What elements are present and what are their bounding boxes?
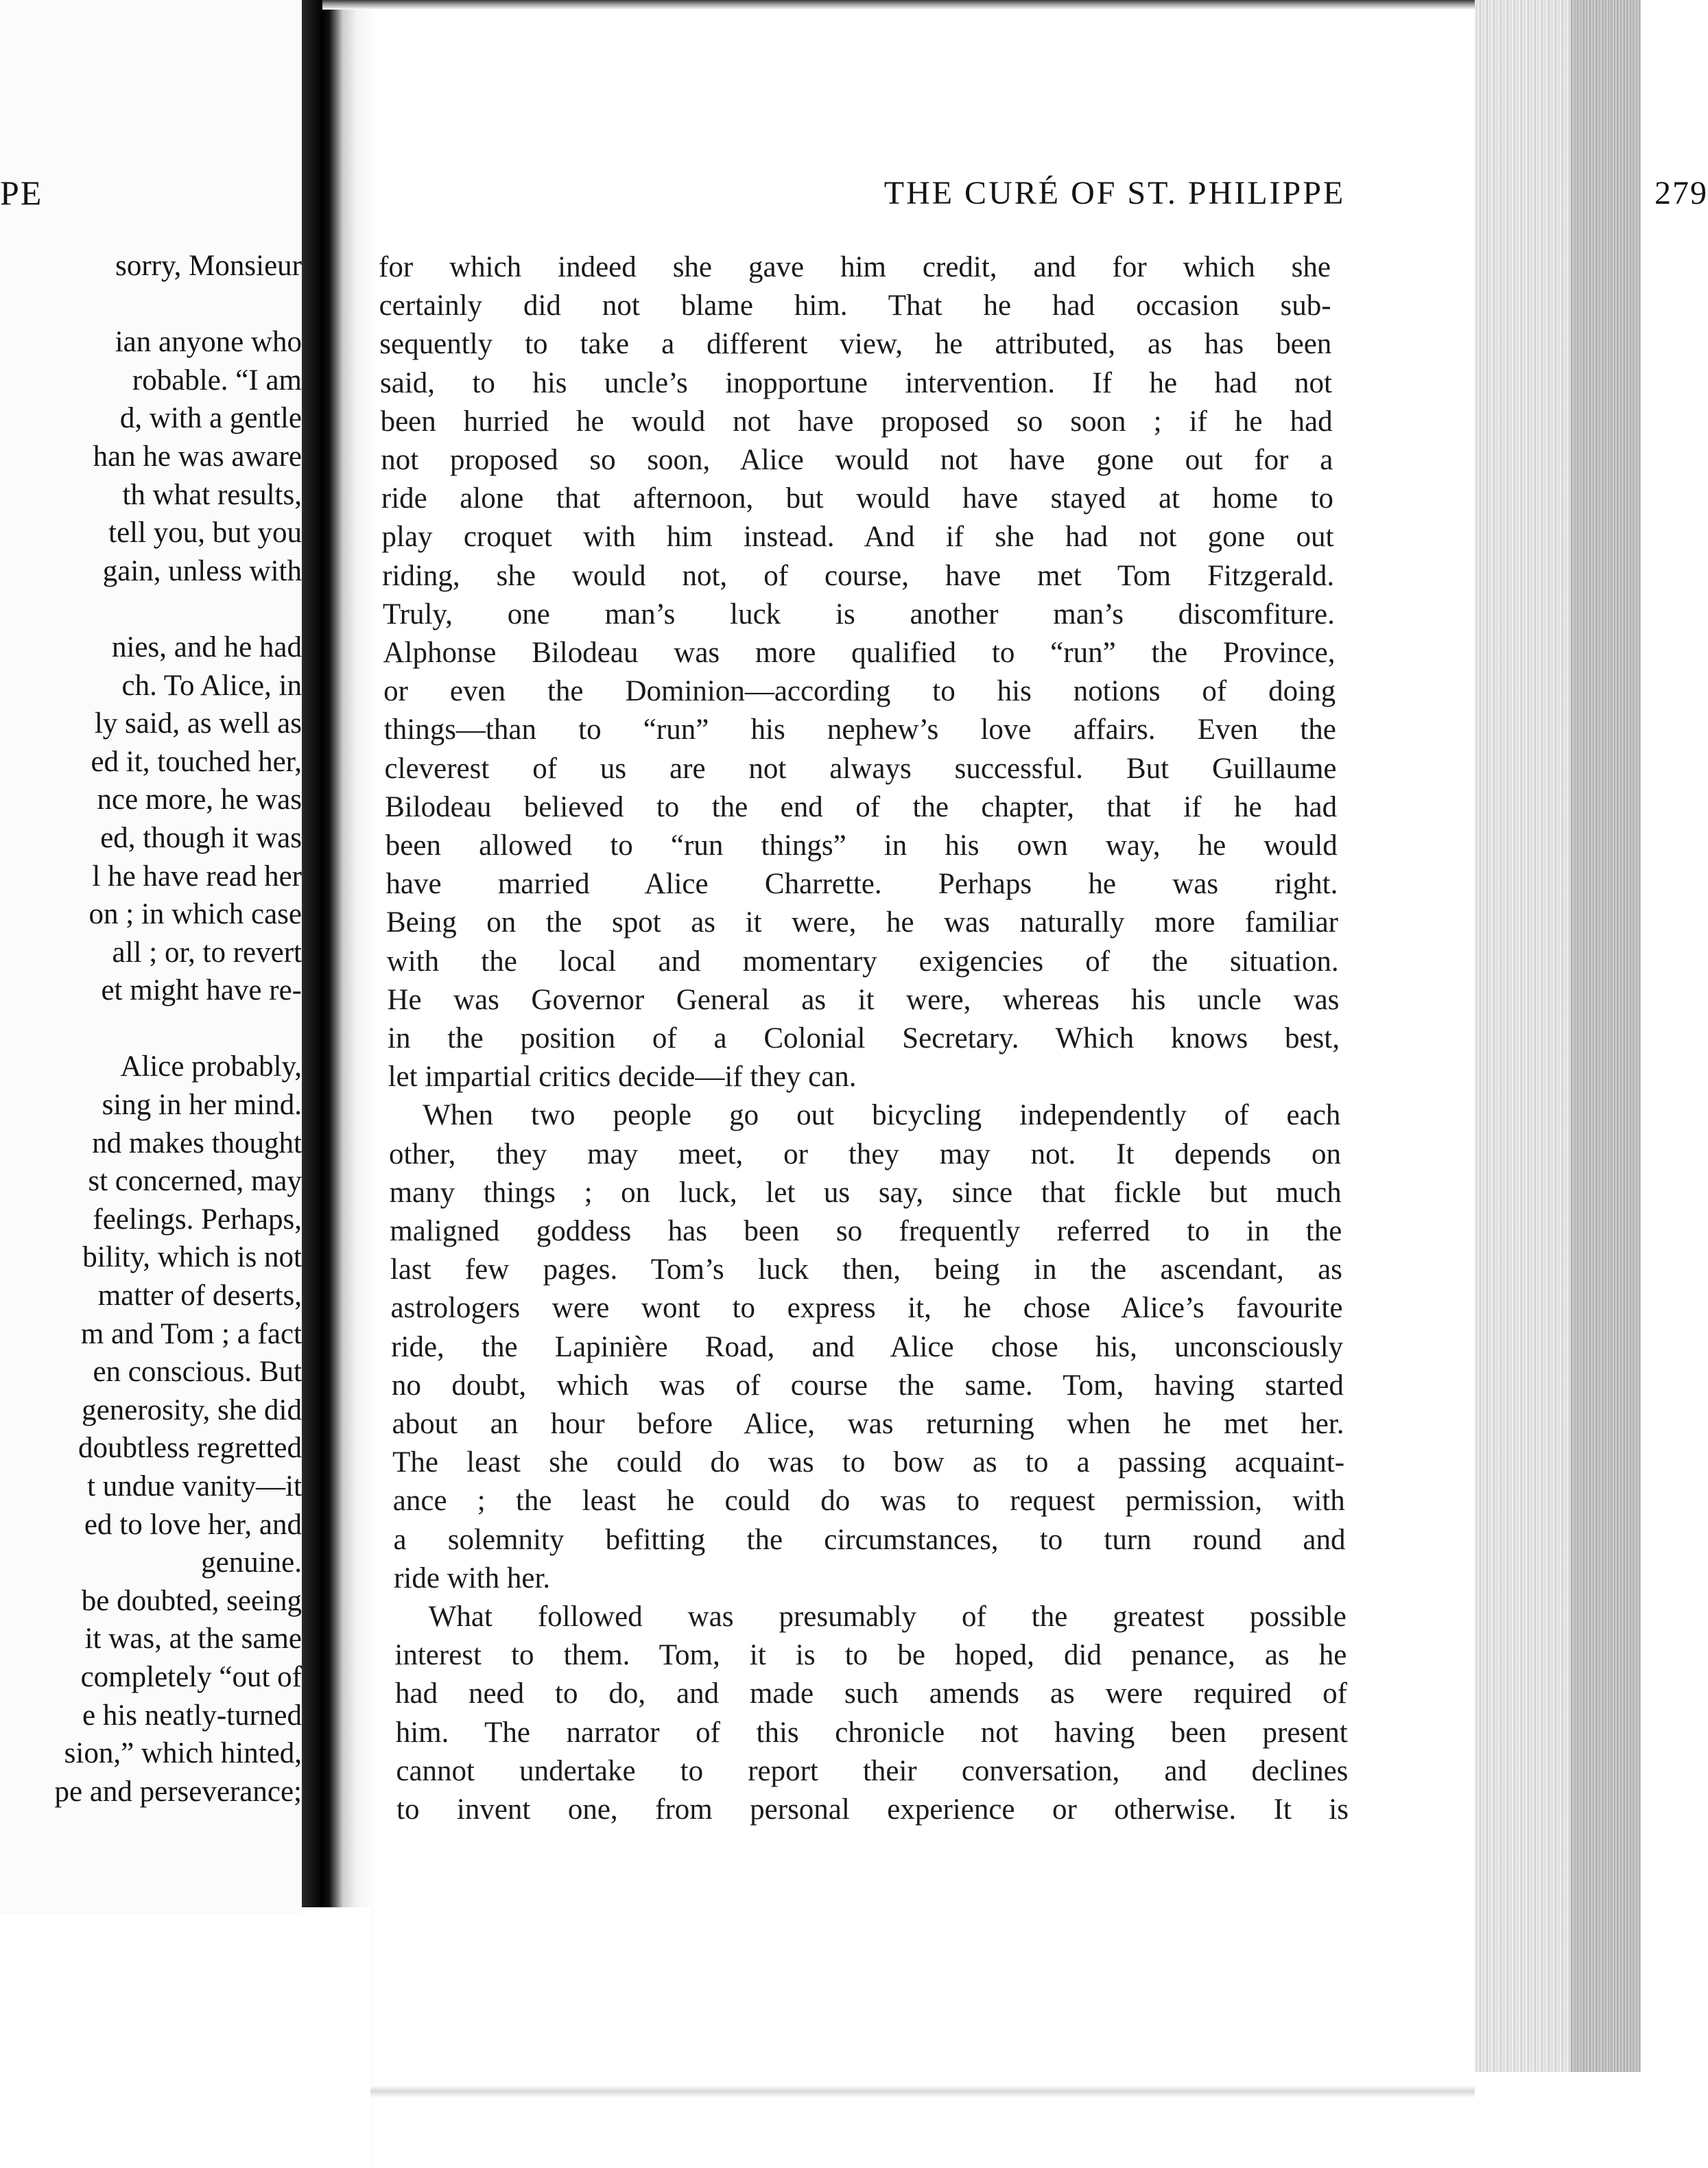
text-line: with the local and momentary exigencies of the situation. bbox=[386, 945, 1339, 978]
left-page-running-title: PE bbox=[0, 174, 43, 212]
left-text-line: sion,” which hinted, bbox=[64, 1737, 302, 1770]
text-line: astrologers were wont to express it, he chose Alice’s favourite bbox=[390, 1292, 1343, 1325]
text-line: let impartial critics decide—if they can. bbox=[388, 1061, 857, 1094]
text-line: ance ; the least he could do was to request permission, with bbox=[392, 1485, 1345, 1518]
text-line: The least she could do was to bow as to a passing acquaint- bbox=[392, 1446, 1345, 1479]
left-text-line: nies, and he had bbox=[111, 631, 302, 663]
text-line: in the position of a Colonial Secretary. Which knows best, bbox=[388, 1022, 1340, 1054]
text-line: play croquet with him instead. And if she had not gone out bbox=[381, 521, 1334, 554]
text-line: other, they may meet, or they may not. It depends on bbox=[389, 1138, 1341, 1170]
text-line: been hurried he would not have proposed so soon ; if he had bbox=[380, 405, 1333, 438]
text-line: interest to them. Tom, it is to be hoped, did penance, as he bbox=[394, 1639, 1347, 1672]
text-line: no doubt, which was of course the same. Tom, having started bbox=[391, 1369, 1344, 1402]
text-line: ride, the Lapinière Road, and Alice chose his, unconsciously bbox=[391, 1330, 1344, 1363]
text-line: about an hour before Alice, was returning when he met her. bbox=[392, 1408, 1344, 1440]
text-line: him. The narrator of this chronicle not having been present bbox=[395, 1716, 1348, 1749]
left-text-line: sing in her mind. bbox=[102, 1089, 302, 1122]
left-text-line: ch. To Alice, in bbox=[121, 669, 302, 702]
left-text-line: e his neatly-turned bbox=[82, 1699, 302, 1732]
left-text-line: bility, which is not bbox=[82, 1241, 302, 1274]
left-text-line: d, with a gentle bbox=[119, 402, 302, 435]
text-line: cannot undertake to report their conversation, and declines bbox=[396, 1754, 1349, 1787]
left-text-line: nd makes thought bbox=[92, 1127, 302, 1159]
text-line: been allowed to “run things” in his own way, he would bbox=[385, 829, 1338, 862]
left-text-line: be doubted, seeing bbox=[81, 1584, 302, 1617]
left-text-line: matter of deserts, bbox=[97, 1280, 302, 1312]
text-line: a solemnity befitting the circumstances, to turn round and bbox=[393, 1523, 1346, 1556]
book-fore-edge-shading bbox=[1571, 0, 1641, 2168]
text-line: to invent one, from personal experience or otherwise. It is bbox=[396, 1793, 1349, 1826]
left-text-line: feelings. Perhaps, bbox=[93, 1203, 302, 1236]
left-text-line: genuine. bbox=[201, 1546, 302, 1579]
left-text-line: on ; in which case bbox=[88, 898, 302, 931]
left-text-line: t undue vanity—it bbox=[87, 1470, 302, 1503]
left-text-line: ed to love her, and bbox=[84, 1508, 302, 1541]
left-text-line: gain, unless with bbox=[102, 554, 302, 587]
text-line: What followed was presumably of the greatest possible bbox=[428, 1601, 1347, 1633]
text-line: ride with her. bbox=[394, 1562, 551, 1594]
left-text-line: tell you, but you bbox=[108, 517, 302, 550]
left-text-line: ed it, touched her, bbox=[91, 745, 302, 778]
left-text-line: it was, at the same bbox=[84, 1623, 302, 1656]
left-text-line: pe and perseverance; bbox=[54, 1775, 302, 1808]
left-text-line: ian anyone who bbox=[115, 326, 302, 359]
text-line: ride alone that afternoon, but would have stayed at home to bbox=[381, 482, 1333, 515]
left-text-line: m and Tom ; a fact bbox=[80, 1317, 302, 1350]
text-line: Bilodeau believed to the end of the chapter, that if he had bbox=[385, 790, 1338, 823]
page-number: 279 bbox=[1654, 175, 1708, 211]
text-line: When two people go out bicycling independently of each bbox=[423, 1099, 1341, 1132]
left-text-line: sorry, Monsieur bbox=[115, 250, 302, 282]
text-line: sequently to take a different view, he attributed, as has been bbox=[379, 328, 1332, 361]
scan-bottom-edge bbox=[370, 2086, 1488, 2098]
running-title: THE CURÉ OF ST. PHILIPPE bbox=[883, 175, 1346, 211]
left-text-line: st concerned, may bbox=[88, 1165, 302, 1198]
left-text-line: robable. “I am bbox=[132, 364, 302, 397]
text-line: had need to do, and made such amends as were required of bbox=[395, 1677, 1347, 1710]
fore-edge-bottom-margin bbox=[1475, 2072, 1641, 2168]
text-line: things—than to “run” his nephew’s love affairs. Even the bbox=[383, 714, 1336, 746]
left-text-line: et might have re- bbox=[101, 974, 302, 1007]
text-line: for which indeed she gave him credit, and for which she bbox=[379, 251, 1331, 283]
text-line: not proposed so soon, Alice would not have gone out for a bbox=[381, 444, 1333, 476]
text-line: Truly, one man’s luck is another man’s discomfiture. bbox=[382, 598, 1335, 631]
text-line: certainly did not blame him. That he had occasion sub- bbox=[379, 290, 1331, 322]
left-text-line: nce more, he was bbox=[97, 783, 302, 816]
left-text-line: completely “out of bbox=[80, 1660, 302, 1693]
text-line: said, to his uncle’s inopportune intervention. If he had not bbox=[380, 366, 1332, 399]
left-text-line: all ; or, to revert bbox=[112, 936, 302, 969]
text-line: many things ; on luck, let us say, since that fickle but much bbox=[389, 1176, 1342, 1209]
text-line: He was Governor General as it were, whereas his uncle was bbox=[387, 983, 1340, 1016]
text-line: riding, she would not, of course, have met Tom Fitzgerald. bbox=[382, 559, 1335, 592]
left-text-line: han he was aware bbox=[93, 440, 302, 473]
left-text-line: th what results, bbox=[122, 478, 302, 511]
text-line: cleverest of us are not always successful. But Guillaume bbox=[384, 752, 1337, 785]
text-line: maligned goddess has been so frequently referred to in the bbox=[390, 1215, 1342, 1247]
left-text-line: ed, though it was bbox=[100, 821, 302, 854]
text-line: Alphonse Bilodeau was more qualified to “run” the Province, bbox=[383, 637, 1336, 669]
left-text-line: generosity, she did bbox=[82, 1393, 302, 1426]
text-line: Being on the spot as it were, he was naturally more familiar bbox=[386, 906, 1338, 939]
left-text-line: Alice probably, bbox=[120, 1050, 302, 1083]
text-line: have married Alice Charrette. Perhaps he was right. bbox=[386, 868, 1338, 901]
text-line: last few pages. Tom’s luck then, being in the ascendant, as bbox=[390, 1253, 1342, 1286]
text-line: or even the Dominion—according to his notions of doing bbox=[383, 675, 1336, 708]
left-text-line: l he have read her bbox=[92, 860, 302, 893]
left-text-line: en conscious. But bbox=[93, 1356, 302, 1389]
left-text-line: ly said, as well as bbox=[94, 707, 302, 740]
left-text-line: doubtless regretted bbox=[78, 1432, 302, 1465]
